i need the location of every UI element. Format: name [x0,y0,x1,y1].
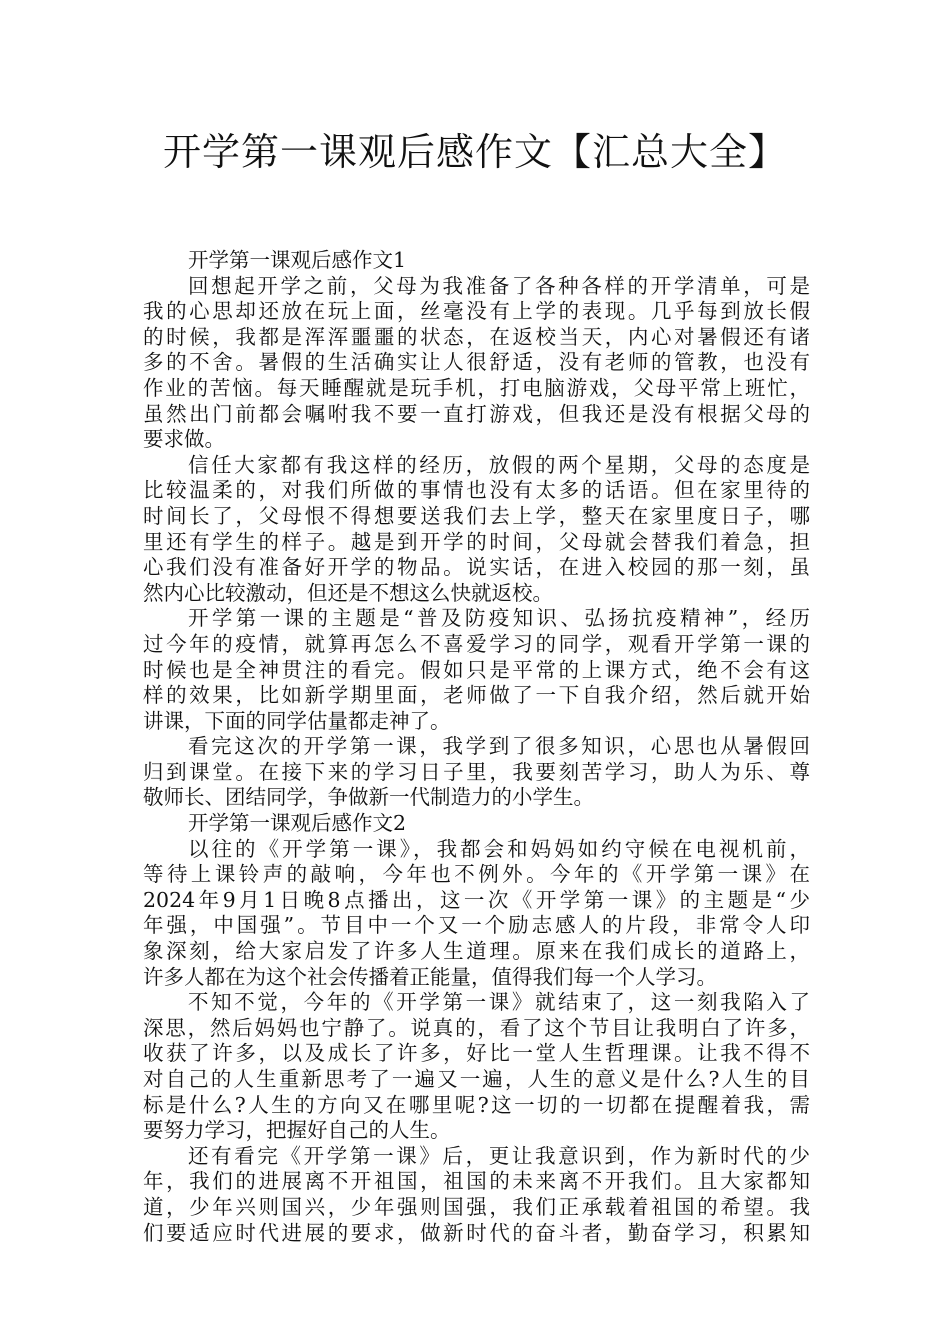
body-text-line: 讲课，下面的同学估量都走神了。 [143,708,451,733]
body-text-line: 里还有学生的样子。越是到开学的时间，父母就会替我们着急，担 [143,529,810,554]
section-heading: 开学第一课观后感作文2 [188,811,407,836]
body-text-line: 等待上课铃声的敲响，今年也不例外。今年的《开学第一课》在 [143,862,810,887]
body-text-line: 虽然出门前都会嘱咐我不要一直打游戏，但我还是没有根据父母的 [143,401,810,426]
body-text-line: 象深刻，给大家启发了许多人生道理。原来在我们成长的道路上， [143,939,810,964]
body-text-line: 样的效果，比如新学期里面，老师做了一下自我介绍，然后就开始 [143,683,810,708]
body-text-line: 过今年的疫情，就算再怎么不喜爱学习的同学，观看开学第一课的 [143,631,810,656]
body-text-line: 许多人都在为这个社会传播着正能量，值得我们每一个人学习。 [143,964,717,989]
body-text-line: 开学第一课的主题是“普及防疫知识、弘扬抗疫精神”，经历 [188,606,810,631]
body-text-line: 年强，中国强”。节目中一个又一个励志感人的片段，非常令人印 [143,913,810,938]
body-text-line: 多的不舍。暑假的生活确实让人很舒适，没有老师的管教，也没有 [143,350,810,375]
body-text-line: 然内心比较激动，但还是不想这么快就返校。 [143,580,553,605]
body-text-line: 要努力学习，把握好自己的人生。 [143,1118,451,1143]
section-heading: 开学第一课观后感作文1 [188,248,407,272]
body-text-line: 2024年9月1日晚8点播出，这一次《开学第一课》的主题是“少 [143,887,810,912]
body-text-line: 心我们没有准备好开学的物品。说实话，在进入校园的那一刻，虽 [143,555,810,580]
body-text-line: 信任大家都有我这样的经历，放假的两个星期，父母的态度是 [188,452,810,477]
document-body [143,248,810,1246]
body-text-line: 还有看完《开学第一课》后，更让我意识到，作为新时代的少 [188,1143,810,1168]
body-text-line: 作业的苦恼。每天睡醒就是玩手机，打电脑游戏，父母平常上班忙， [143,375,810,400]
body-text-line: 要求做。 [143,427,225,452]
body-text-line: 敬师长、团结同学，争做新一代制造力的小学生。 [143,785,594,810]
body-text-line: 看完这次的开学第一课，我学到了很多知识，心思也从暑假回 [188,734,810,759]
body-text-line: 时候也是全神贯注的看完。假如只是平常的上课方式，绝不会有这 [143,657,810,682]
body-text-line: 我的心思却还放在玩上面，丝毫没有上学的表现。几乎每到放长假 [143,299,810,324]
document-title: 开学第一课观后感作文【汇总大全】 [162,130,787,174]
body-text-line: 的时候，我都是浑浑噩噩的状态，在返校当天，内心对暑假还有诸 [143,324,810,349]
body-text-line: 道，少年兴则国兴，少年强则国强，我们正承载着祖国的希望。我 [143,1194,810,1219]
body-text-line: 标是什么?人生的方向又在哪里呢?这一切的一切都在提醒着我，需 [143,1092,810,1117]
body-text-line: 比较温柔的，对我们所做的事情也没有太多的话语。但在家里待的 [143,478,810,503]
body-text-line: 归到课堂。在接下来的学习日子里，我要刻苦学习，助人为乐、尊 [143,759,810,784]
body-text-line: 深思，然后妈妈也宁静了。说真的，看了这个节目让我明白了许多， [143,1015,810,1040]
body-text-line: 年，我们的进展离不开祖国，祖国的未来离不开我们。且大家都知 [143,1169,810,1194]
body-text-line: 时间长了，父母恨不得想要送我们去上学，整天在家里度日子，哪 [143,503,810,528]
body-text-line: 对自己的人生重新思考了一遍又一遍，人生的意义是什么?人生的目 [143,1067,810,1091]
body-text-line: 收获了许多，以及成长了许多，好比一堂人生哲理课。让我不得不 [143,1041,810,1066]
body-text-line: 以往的《开学第一课》，我都会和妈妈如约守候在电视机前， [188,836,810,861]
body-text-line: 不知不觉，今年的《开学第一课》就结束了，这一刻我陷入了 [188,990,810,1015]
body-text-line: 们要适应时代进展的要求，做新时代的奋斗者，勤奋学习，积累知 [143,1220,810,1245]
body-text-line: 回想起开学之前，父母为我准备了各种各样的开学清单，可是 [188,273,810,298]
